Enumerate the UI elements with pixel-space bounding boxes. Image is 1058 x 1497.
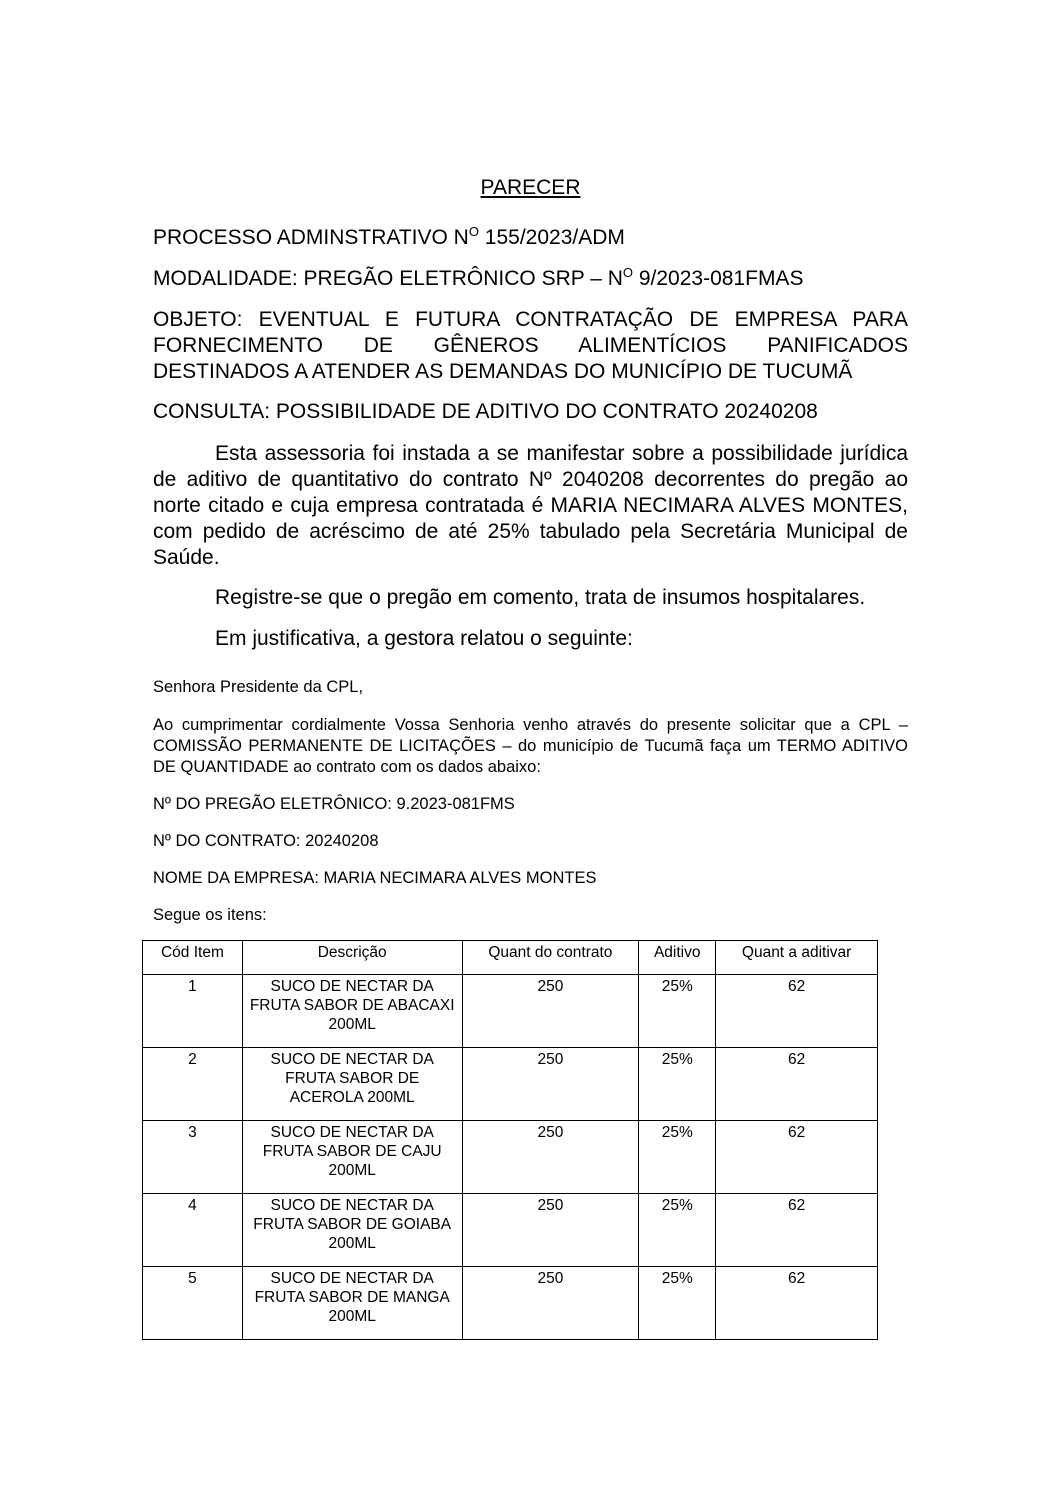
cell-quant-contrato: 250 — [462, 1121, 639, 1194]
table-header-row — [143, 941, 878, 975]
modalidade-superscript: O — [622, 265, 634, 280]
cell-descricao: SUCO DE NECTAR DA FRUTA SABOR DE ABACAXI 200ML — [242, 975, 462, 1048]
cell-quant-contrato: 250 — [462, 1048, 639, 1121]
cell-quant-aditivar: 62 — [716, 1121, 878, 1194]
cell-aditivo: 25% — [639, 1121, 716, 1194]
cell-quant-contrato: 250 — [462, 1194, 639, 1267]
cell-cod-item: 1 — [143, 975, 243, 1048]
table-row — [143, 1267, 878, 1340]
processo-line — [153, 225, 908, 251]
cell-descricao: SUCO DE NECTAR DA FRUTA SABOR DE CAJU 200ML — [242, 1121, 462, 1194]
quote-contrato: Nº DO CONTRATO: 20240208 — [153, 832, 379, 850]
header-quant-contrato: Quant do contrato — [462, 941, 639, 975]
modalidade-label: MODALIDADE: PREGÃO ELETRÔNICO SRP – N — [153, 267, 623, 290]
modalidade-line — [153, 266, 908, 292]
processo-superscript: O — [468, 224, 479, 239]
cell-cod-item: 2 — [143, 1048, 243, 1121]
cell-descricao: SUCO DE NECTAR DA FRUTA SABOR DE MANGA 200ML — [242, 1267, 462, 1340]
consulta-line: CONSULTA: POSSIBILIDADE DE ADITIVO DO CONTRATO 20240208 — [153, 400, 818, 423]
body-paragraph-1: Esta assessoria foi instada a se manifestar sobre a possibilidade jurídica de aditivo de quantitativo do contrato Nº 2040208 decorrentes do pregão ao norte citado e cuja empresa contratada é MARIA NECIMARA ALVES MONTES, com pedido de acréscimo de até 25% tabulado pela Secretária Municipal de Saúde. — [153, 442, 908, 569]
body-paragraph-3: Em justificativa, a gestora relatou o seguinte: — [215, 627, 633, 650]
quote-salutation: Senhora Presidente da CPL, — [153, 678, 364, 696]
quote-empresa: NOME DA EMPRESA: MARIA NECIMARA ALVES MONTES — [153, 869, 597, 887]
header-cod-item: Cód Item — [143, 941, 243, 975]
processo-label: PROCESSO ADMINSTRATIVO N — [153, 226, 469, 249]
cell-cod-item: 5 — [143, 1267, 243, 1340]
table-row — [143, 1121, 878, 1194]
quote-body: Ao cumprimentar cordialmente Vossa Senhoria venho através do presente solicitar que a CPL – COMISSÃO PERMANENTE DE LICITAÇÕES – do município de Tucumã faça um TERMO ADITIVO DE QUANTIDADE ao contrato com os dados abaixo: — [153, 716, 908, 776]
cell-descricao: SUCO DE NECTAR DA FRUTA SABOR DE ACEROLA 200ML — [242, 1048, 462, 1121]
cell-quant-contrato: 250 — [462, 975, 639, 1048]
modalidade-value: 9/2023-081FMAS — [633, 267, 804, 290]
cell-aditivo: 25% — [639, 1267, 716, 1340]
table-row — [143, 975, 878, 1048]
objeto-paragraph: OBJETO: EVENTUAL E FUTURA CONTRATAÇÃO DE EMPRESA PARA FORNECIMENTO DE GÊNEROS ALIMENTÍCIOS PANIFICADOS DESTINADOS A ATENDER AS DEMANDAS DO MUNICÍPIO DE TUCUMÃ — [153, 308, 908, 383]
cell-quant-aditivar: 62 — [716, 1048, 878, 1121]
cell-cod-item: 4 — [143, 1194, 243, 1267]
items-table — [142, 940, 878, 1340]
document-title: PARECER — [480, 176, 581, 199]
cell-descricao: SUCO DE NECTAR DA FRUTA SABOR DE GOIABA 200ML — [242, 1194, 462, 1267]
table-row — [143, 1194, 878, 1267]
header-aditivo: Aditivo — [639, 941, 716, 975]
table-row — [143, 1048, 878, 1121]
header-descricao: Descrição — [242, 941, 462, 975]
processo-value: 155/2023/ADM — [478, 226, 625, 249]
cell-aditivo: 25% — [639, 1048, 716, 1121]
header-quant-aditivar: Quant a aditivar — [716, 941, 878, 975]
cell-quant-aditivar: 62 — [716, 975, 878, 1048]
quote-pregao: Nº DO PREGÃO ELETRÔNICO: 9.2023-081FMS — [153, 795, 515, 813]
cell-quant-aditivar: 62 — [716, 1267, 878, 1340]
quote-itens-intro: Segue os itens: — [153, 906, 267, 924]
body-paragraph-2: Registre-se que o pregão em comento, trata de insumos hospitalares. — [215, 586, 866, 609]
cell-quant-contrato: 250 — [462, 1267, 639, 1340]
cell-aditivo: 25% — [639, 975, 716, 1048]
cell-quant-aditivar: 62 — [716, 1194, 878, 1267]
cell-cod-item: 3 — [143, 1121, 243, 1194]
cell-aditivo: 25% — [639, 1194, 716, 1267]
